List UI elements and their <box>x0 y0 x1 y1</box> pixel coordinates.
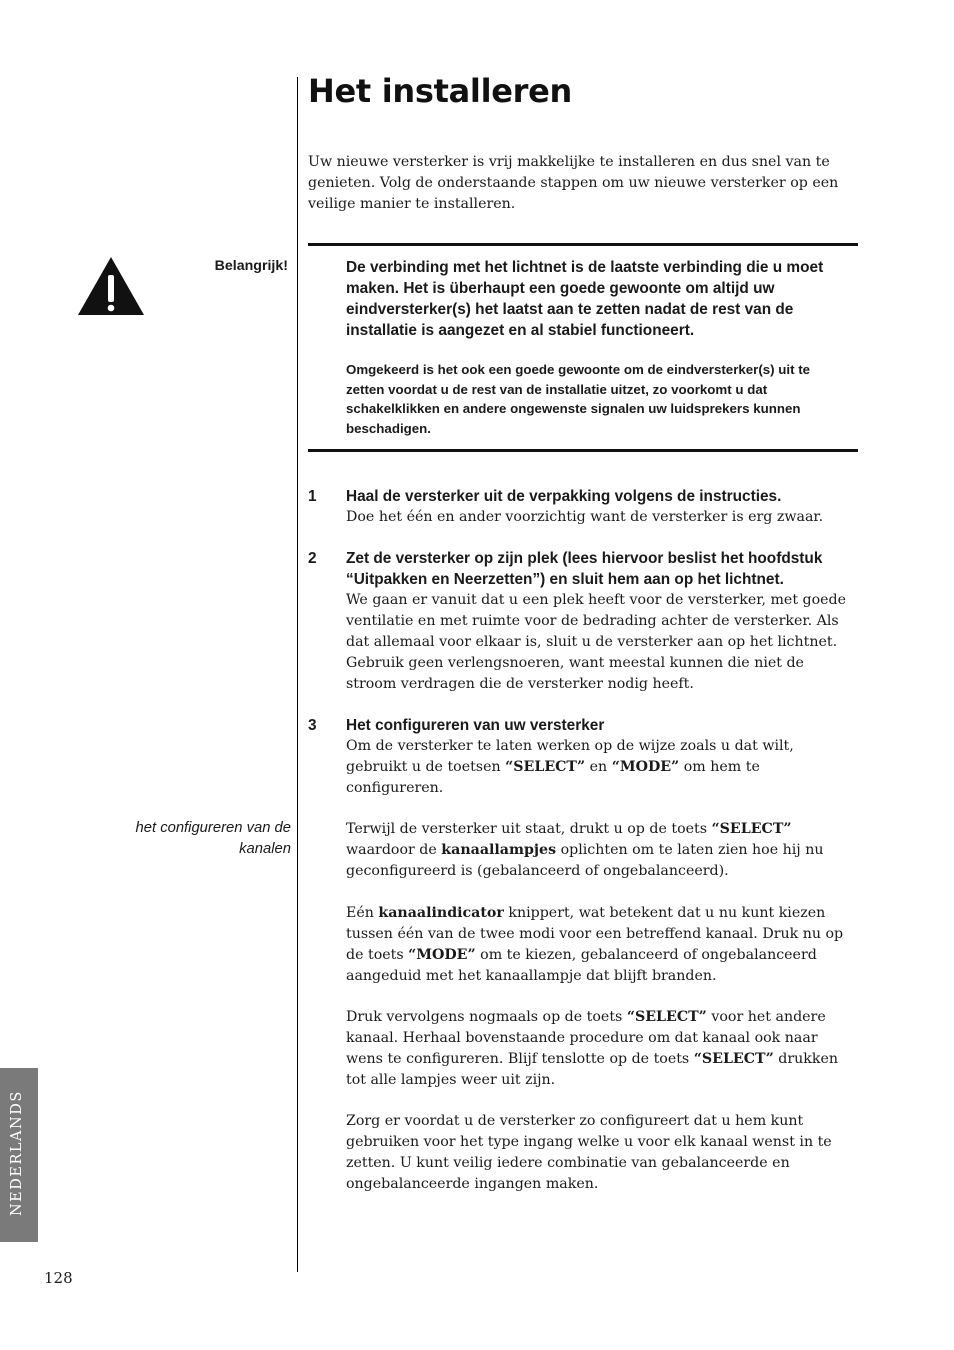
page-number: 128 <box>44 1269 73 1287</box>
step-heading: Zet de versterker op zijn plek (lees hiervoor beslist het hoofdstuk “Uitpakken en Neerzetten”) en sluit hem aan op het lichtnet. <box>346 550 823 588</box>
intro-paragraph: Uw nieuwe versterker is vrij makkelijke te installeren en dus snel van te genieten. Volg de onderstaande stappen om uw nieuwe versterker op een veilige manier te installeren. <box>308 154 839 212</box>
step-heading: Haal de versterker uit de verpakking volgens de instructies. <box>346 488 782 505</box>
step-number: 3 <box>308 717 317 734</box>
language-tab-label: NEDERLANDS <box>9 1090 25 1216</box>
language-tab <box>0 1068 38 1242</box>
warning-triangle-icon <box>76 255 146 317</box>
step-number: 1 <box>308 488 317 505</box>
warning-main-text: De verbinding met het lichtnet is de laatste verbinding die u moet maken. Het is überhaupt een goede gewoonte om altijd uw eindversterker(s) het laatst aan te zetten nadat de rest van de installatie is aangezet en al stabiel functioneert. <box>346 259 824 339</box>
page-title: Het installeren <box>308 72 573 110</box>
warning-label: Belangrijk! <box>214 258 288 274</box>
paragraph: Zorg er voordat u de versterker zo configureert dat u hem kunt gebruiken voor het type ingang welke u voor elk kanaal wenst in te zetten. U kunt veilig iedere combinatie van gebalanceerde en ongebalanceerde ingangen maken. <box>346 1113 832 1192</box>
side-note: het configureren van de kanalen <box>135 820 291 857</box>
paragraph: Druk vervolgens nogmaals op de toets “SELECT” voor het andere kanaal. Herhaal bovenstaande procedure om dat kanaal ook naar wens te configureren. Blijf tenslotte op de toets “SELECT” drukken tot alle lampjes weer uit zijn. <box>346 1009 838 1088</box>
warning-sub-text: Omgekeerd is het ook een goede gewoonte om de eindversterker(s) uit te zetten voordat u de rest van de installatie uitzet, zo voorkomt u dat schakelklikken en andere ongewenste signalen uw luidsprekers kunnen beschadigen. <box>346 362 811 436</box>
warning-top-rule <box>308 243 858 246</box>
paragraph: Eén kanaalindicator knippert, wat betekent dat u nu kunt kiezen tussen één van de twee modi voor een betreffend kanaal. Druk nu op de toets “MODE” om te kiezen, gebalanceerd of ongebalanceerd aangeduid met het kanaallampje dat blijft branden. <box>346 905 844 984</box>
step-body: We gaan er vanuit dat u een plek heeft voor de versterker, met goede ventilatie en met ruimte voor de bedrading achter de versterker. Als dat allemaal voor elkaar is, sluit u de versterker aan op het lichtnet. Gebruik geen verlengsnoeren, want meestal kunnen die niet de stroom verdragen die de versterker nodig heeft. <box>346 592 847 692</box>
warning-bottom-rule <box>308 449 858 452</box>
step-heading: Het configureren van uw versterker <box>346 717 605 734</box>
step-number: 2 <box>308 550 317 567</box>
column-divider <box>297 77 298 1272</box>
step-body: Om de versterker te laten werken op de wijze zoals u dat wilt, gebruikt u de toetsen “SELECT” en “MODE” om hem te configureren. <box>346 738 794 796</box>
paragraph: Terwijl de versterker uit staat, drukt u op de toets “SELECT” waardoor de kanaallampjes oplichten om te laten zien hoe hij nu geconfigureerd is (gebalanceerd of ongebalanceerd). <box>346 821 824 879</box>
step-body: Doe het één en ander voorzichtig want de versterker is erg zwaar. <box>346 509 824 525</box>
